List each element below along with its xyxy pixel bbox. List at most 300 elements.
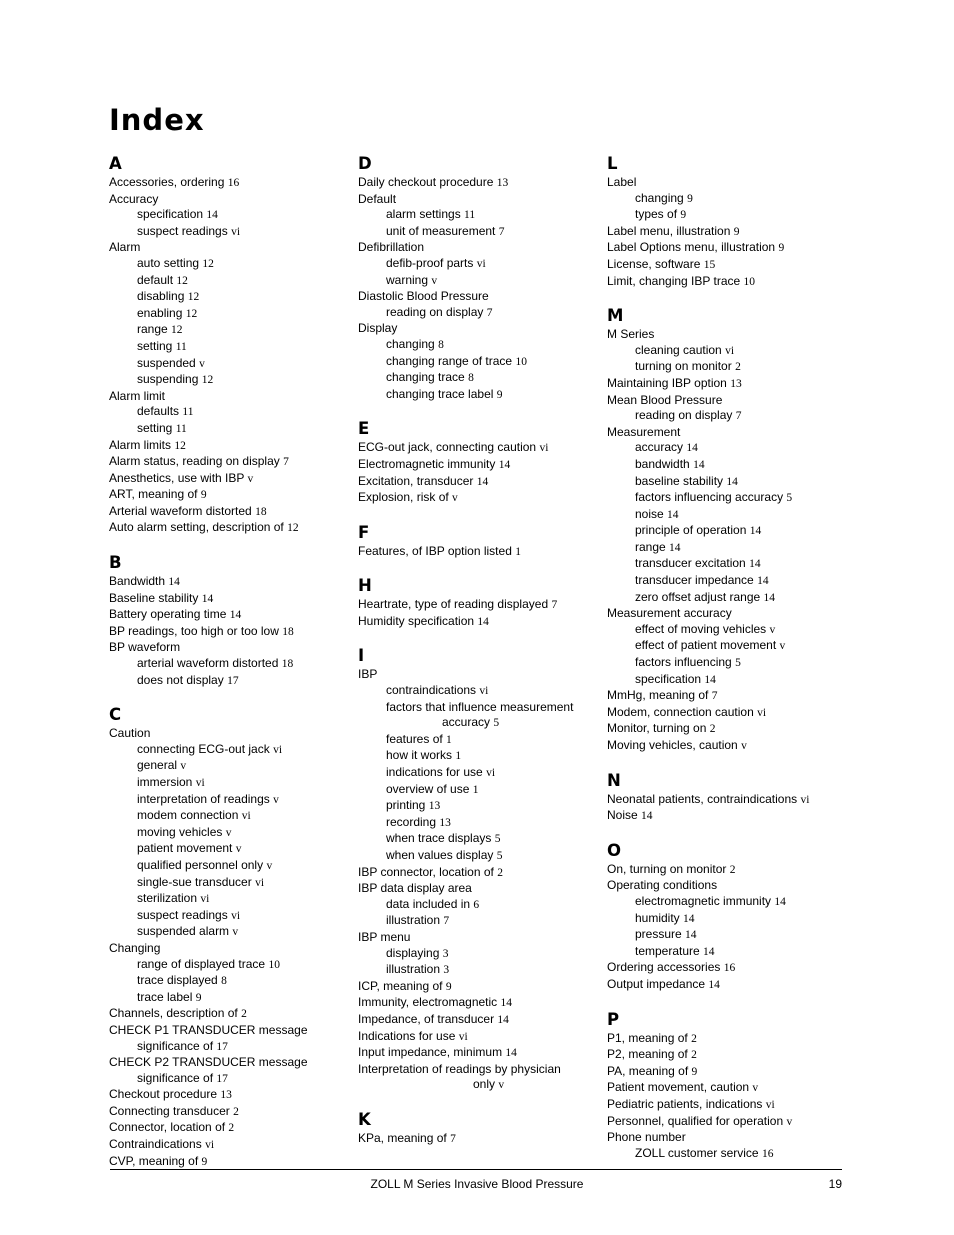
- index-entry: [607, 257, 847, 274]
- entry-page-ref: 14: [683, 912, 695, 925]
- entry-page-ref: v: [273, 793, 279, 806]
- entry-term: transducer impedance: [635, 573, 754, 588]
- index-entry: [607, 808, 847, 825]
- entry-page-ref: v: [235, 843, 242, 856]
- index-entry: [607, 878, 847, 894]
- index-entry: [358, 865, 598, 882]
- entry-term: warning: [386, 272, 429, 287]
- entry-term: Alarm limits: [109, 437, 171, 452]
- entry-term: Alarm limit: [109, 388, 165, 403]
- index-subentry: [358, 848, 598, 865]
- entry-page-ref: vi: [200, 893, 210, 906]
- index-subentry: [358, 798, 598, 815]
- entry-page-ref: 7: [551, 599, 558, 612]
- entry-term: range of displayed trace: [137, 956, 266, 971]
- entry-term: CHECK P2 TRANSDUCER message: [109, 1055, 308, 1070]
- entry-page-ref: 14: [201, 592, 214, 605]
- index-subentry: [358, 765, 598, 782]
- entry-term: Label Options menu, illustration: [607, 240, 776, 255]
- entry-term: Channels, description of: [109, 1006, 238, 1021]
- entry-page-ref: vi: [255, 876, 265, 889]
- index-entry: [109, 471, 349, 488]
- entry-page-ref: 14: [749, 525, 762, 538]
- entry-term: Excitation, transducer: [358, 473, 474, 488]
- entry-page-ref: vi: [757, 706, 767, 719]
- index-subentry: [607, 672, 847, 689]
- entry-term: PA, meaning of: [607, 1063, 689, 1078]
- entry-page-ref: 14: [505, 1047, 517, 1060]
- entry-term: zero offset adjust range: [635, 589, 761, 604]
- index-entry: [109, 1154, 349, 1171]
- index-entry: [358, 544, 598, 561]
- entry-page-ref: 9: [687, 192, 693, 205]
- entry-term: ZOLL customer service: [635, 1145, 759, 1160]
- entry-page-ref: vi: [241, 810, 251, 823]
- entry-term: Daily checkout procedure: [358, 175, 494, 189]
- entry-page-ref: 7: [443, 915, 450, 928]
- index-entry: [607, 1114, 847, 1131]
- entry-term: transducer excitation: [635, 556, 746, 571]
- section-letter: L: [607, 154, 618, 173]
- index-subentry: [109, 957, 349, 974]
- index-entry: [109, 438, 349, 455]
- index-subentry: [109, 289, 349, 306]
- index-subentry: [607, 622, 847, 639]
- entry-page-ref: 14: [206, 209, 218, 222]
- entry-page-ref: 7: [450, 1132, 456, 1145]
- entry-page-ref: 11: [175, 340, 187, 353]
- section-letter: D: [358, 154, 372, 173]
- index-subentry: [358, 897, 598, 914]
- entry-term: MmHg, meaning of: [607, 688, 709, 703]
- index-subentry: [358, 732, 598, 749]
- entry-page-ref: 9: [201, 1155, 208, 1168]
- entry-term: On, turning on monitor: [607, 861, 727, 876]
- index-entry: [109, 607, 349, 624]
- index-entry: [358, 930, 598, 946]
- entry-term: Limit, changing IBP trace: [607, 273, 741, 288]
- index-subentry: [109, 1039, 349, 1056]
- entry-page-ref: 17: [227, 674, 239, 687]
- entry-page-ref: 12: [174, 439, 186, 452]
- index-subentry: [358, 700, 598, 716]
- index-entry: [358, 995, 598, 1012]
- index-subentry: [109, 306, 349, 323]
- entry-term: BP waveform: [109, 640, 181, 655]
- entry-term: Operating conditions: [607, 878, 718, 893]
- entry-page-ref: 1: [472, 783, 479, 796]
- entry-page-ref: 11: [464, 209, 476, 222]
- entry-term: specification: [137, 207, 204, 222]
- index-subentry: [607, 507, 847, 524]
- entry-term: Patient movement, caution: [607, 1080, 750, 1095]
- index-entry: [109, 624, 349, 641]
- index-subentry: [109, 256, 349, 273]
- entry-term: reading on display: [635, 408, 733, 423]
- entry-term: setting: [137, 420, 173, 435]
- entry-page-ref: 12: [176, 274, 188, 287]
- index-entry: [358, 1062, 598, 1078]
- entry-page-ref: 14: [476, 475, 489, 488]
- entry-page-ref: v: [431, 274, 438, 287]
- section-letter: F: [358, 522, 370, 542]
- entry-page-ref: 7: [283, 456, 289, 469]
- entry-term: BP readings, too high or too low: [109, 623, 279, 638]
- entry-page-ref: 7: [498, 225, 505, 238]
- entry-term: Anesthetics, use with IBP: [109, 470, 245, 485]
- index-entry: [607, 721, 847, 738]
- entry-term: qualified personnel only: [137, 857, 264, 872]
- entry-term: Neonatal patients, contraindications: [607, 791, 798, 806]
- entry-term: unit of measurement: [386, 223, 496, 238]
- index-subentry: [109, 775, 349, 792]
- index-subentry: [109, 825, 349, 842]
- entry-page-ref: 16: [227, 177, 240, 189]
- entry-page-ref: 5: [496, 850, 503, 862]
- index-entry: [358, 1045, 598, 1062]
- entry-page-ref: 14: [686, 442, 698, 455]
- entry-page-ref: 2: [691, 1049, 697, 1062]
- index-subentry: [607, 556, 847, 573]
- entry-page-ref: 16: [761, 1147, 774, 1160]
- index-entry: [358, 1012, 598, 1029]
- index-entry: [607, 224, 847, 241]
- index-entry: [607, 977, 847, 994]
- entry-page-ref: 5: [494, 833, 501, 846]
- entry-term: auto setting: [137, 255, 200, 270]
- entry-page-ref: vi: [539, 442, 549, 455]
- index-entry: [607, 240, 847, 257]
- entry-term: Accessories, ordering: [109, 175, 225, 189]
- index-entry: [109, 175, 349, 192]
- entry-term: Changing: [109, 940, 161, 955]
- index-subentry: [109, 758, 349, 775]
- entry-term: License, software: [607, 256, 701, 271]
- entry-term: setting: [137, 338, 173, 353]
- index-entry: [358, 440, 598, 457]
- entry-term: range: [635, 539, 666, 554]
- entry-page-ref: 14: [774, 895, 786, 908]
- entry-page-ref: 9: [680, 209, 687, 222]
- entry-term: Bandwidth: [109, 574, 166, 589]
- entry-page-ref: 9: [200, 489, 207, 502]
- index-subentry: [358, 831, 598, 848]
- entry-page-ref: 12: [201, 374, 214, 387]
- section-letter: O: [607, 840, 622, 860]
- entry-page-ref: 18: [282, 625, 294, 638]
- index-subentry: [607, 944, 847, 961]
- section-letter: M: [607, 306, 624, 326]
- entry-term: Moving vehicles, caution: [607, 738, 738, 752]
- entry-term: Auto alarm setting, description of: [109, 520, 284, 535]
- index-subentry: [607, 1146, 847, 1163]
- index-entry: [358, 1029, 598, 1046]
- entry-term: modem connection: [137, 808, 239, 823]
- entry-term: turning on monitor: [635, 359, 732, 374]
- entry-term: types of: [635, 207, 678, 222]
- entry-page-ref: 13: [428, 800, 441, 813]
- entry-page-ref: v: [232, 926, 239, 939]
- entry-page-ref: 14: [477, 615, 489, 628]
- entry-term: Electromagnetic immunity: [358, 456, 496, 471]
- index-entry: [109, 1104, 349, 1121]
- index-subentry: [109, 990, 349, 1007]
- entry-term: P2, meaning of: [607, 1047, 688, 1062]
- index-subentry: [607, 440, 847, 457]
- footer-rule: [110, 1169, 842, 1170]
- entry-term: Phone number: [607, 1130, 686, 1145]
- index-entry: [358, 175, 598, 192]
- index-subentry: [109, 808, 349, 825]
- index-subentry: [109, 792, 349, 809]
- entry-page-ref: vi: [273, 743, 283, 756]
- index-subentry: [358, 305, 598, 322]
- index-subentry: [607, 207, 847, 224]
- entry-page-ref: v: [498, 1079, 505, 1092]
- entry-term: baseline stability: [635, 473, 724, 488]
- entry-page-ref: v: [786, 1115, 793, 1128]
- entry-page-ref: 12: [187, 291, 200, 304]
- index-subentry: [109, 841, 349, 858]
- section-letter: B: [109, 553, 122, 573]
- index-subentry: [358, 256, 598, 273]
- entry-page-ref: 5: [786, 492, 793, 505]
- entry-term: significance of: [137, 1070, 214, 1085]
- entry-term: temperature: [635, 943, 700, 958]
- index-subentry: [109, 421, 349, 438]
- entry-term: ECG-out jack, connecting caution: [358, 440, 537, 455]
- section-letter: I: [358, 646, 365, 666]
- entry-term: Personnel, qualified for operation: [607, 1113, 784, 1128]
- entry-page-ref: 18: [281, 658, 294, 671]
- entry-term: Output impedance: [607, 976, 706, 991]
- entry-term: Baseline stability: [109, 590, 199, 605]
- entry-term: Impedance, of transducer: [358, 1011, 495, 1026]
- index-entry: [109, 504, 349, 521]
- entry-term: effect of patient movement: [635, 638, 777, 653]
- index-subentry: [607, 894, 847, 911]
- index-subentry: [109, 322, 349, 339]
- entry-page-ref: 10: [515, 355, 527, 368]
- entry-term: illustration: [386, 913, 441, 928]
- entry-term: Contraindications: [109, 1137, 202, 1152]
- entry-term: contraindications: [386, 683, 477, 698]
- index-subentry: [607, 523, 847, 540]
- entry-term: enabling: [137, 305, 183, 320]
- index-subentry: [607, 191, 847, 208]
- entry-page-ref: 13: [730, 377, 742, 390]
- index-subentry: [109, 924, 349, 941]
- entry-page-ref: 13: [439, 816, 451, 829]
- entry-term: Humidity specification: [358, 613, 475, 628]
- index-subentry: [109, 273, 349, 290]
- entry-term: suspending: [137, 372, 199, 387]
- entry-term: data included in: [386, 896, 471, 911]
- index-entry: [358, 192, 598, 208]
- entry-term: IBP connector, location of: [358, 864, 494, 879]
- entry-term: connecting ECG-out jack: [137, 741, 270, 756]
- index-entry: [607, 393, 847, 409]
- entry-term: patient movement: [137, 841, 233, 856]
- entry-page-ref: v: [752, 1082, 759, 1095]
- index-subentry: [607, 911, 847, 928]
- section-letter: A: [109, 154, 122, 173]
- entry-page-ref: 2: [233, 1105, 239, 1118]
- entry-page-ref: 1: [446, 733, 452, 746]
- entry-page-ref: 9: [733, 225, 740, 238]
- entry-term: trace displayed: [137, 973, 218, 988]
- entry-term: changing: [386, 336, 435, 351]
- entry-page-ref: 14: [685, 929, 697, 942]
- entry-page-ref: 12: [287, 522, 299, 535]
- page-title: Index: [109, 103, 205, 137]
- entry-term: Label: [607, 175, 637, 189]
- index-entry: [109, 941, 349, 957]
- index-entry: [109, 454, 349, 471]
- entry-page-ref: 14: [693, 458, 705, 471]
- entry-term: when values display: [386, 848, 494, 862]
- index-entry: [109, 574, 349, 591]
- entry-term: moving vehicles: [137, 824, 223, 839]
- entry-page-ref: 9: [778, 242, 785, 255]
- entry-page-ref: 14: [726, 475, 738, 488]
- index-entry: [607, 425, 847, 441]
- index-subentry: [358, 946, 598, 963]
- entry-term: does not display: [137, 672, 224, 687]
- index-entry: [607, 1047, 847, 1064]
- entry-term: Connecting transducer: [109, 1103, 230, 1118]
- entry-page-ref: vi: [765, 1098, 775, 1111]
- entry-term: KPa, meaning of: [358, 1130, 447, 1145]
- index-subentry: [109, 875, 349, 892]
- index-entry: [358, 979, 598, 996]
- entry-page-ref: vi: [486, 767, 496, 780]
- entry-term: Indications for use: [358, 1028, 456, 1043]
- entry-page-ref: 14: [704, 673, 716, 686]
- entry-page-ref: vi: [458, 1030, 468, 1043]
- section-letter: K: [358, 1109, 371, 1129]
- entry-page-ref: 14: [757, 575, 769, 588]
- index-subentry: [358, 683, 598, 700]
- entry-term: Checkout procedure: [109, 1087, 218, 1102]
- entry-page-ref: 12: [202, 257, 214, 270]
- index-entry: [109, 591, 349, 608]
- index-entry: [607, 1080, 847, 1097]
- entry-term: disabling: [137, 289, 185, 304]
- entry-term: factors that influence measurement: [386, 699, 574, 714]
- entry-page-ref: 7: [711, 690, 718, 703]
- index-entry: [358, 321, 598, 337]
- index-entry: [109, 520, 349, 537]
- entry-term: immersion: [137, 775, 193, 789]
- entry-term: Features, of IBP option listed: [358, 543, 512, 558]
- entry-page-ref: 14: [497, 1013, 509, 1026]
- index-entry: [358, 490, 598, 507]
- entry-term: interpretation of readings: [137, 791, 270, 806]
- entry-term: Interpretation of readings by physician: [358, 1061, 561, 1076]
- entry-page-ref: 7: [735, 410, 742, 423]
- index-entry: [358, 667, 598, 683]
- entry-page-ref: vi: [231, 225, 241, 238]
- index-entry: [607, 274, 847, 291]
- index-entry: [109, 726, 349, 742]
- entry-term: principle of operation: [635, 523, 747, 538]
- index-subentry: [358, 354, 598, 371]
- entry-term: Label menu, illustration: [607, 223, 731, 238]
- index-subentry: [358, 207, 598, 224]
- entry-term: features of: [386, 731, 443, 746]
- entry-page-ref: 8: [438, 338, 444, 351]
- entry-page-ref: vi: [479, 685, 489, 698]
- entry-page-ref: vi: [195, 777, 205, 789]
- index-entry: [358, 881, 598, 897]
- entry-term: noise: [635, 506, 664, 521]
- index-entry: [358, 1131, 598, 1148]
- entry-page-ref: 14: [708, 978, 720, 991]
- index-subentry: [109, 858, 349, 875]
- entry-term: trace label: [137, 989, 193, 1004]
- entry-term: illustration: [386, 962, 441, 977]
- section-letter: P: [607, 1009, 620, 1029]
- entry-page-ref: 8: [221, 975, 227, 988]
- entry-page-ref: 9: [691, 1065, 698, 1078]
- index-subentry: [109, 908, 349, 925]
- entry-term: P1, meaning of: [607, 1030, 688, 1045]
- index-subentry: [109, 207, 349, 224]
- index-entry: [607, 705, 847, 722]
- index-entry: [358, 457, 598, 474]
- entry-page-ref: 12: [185, 307, 198, 320]
- index-entry: [607, 327, 847, 343]
- entry-term: Monitor, turning on: [607, 721, 707, 736]
- index-subentry: [607, 474, 847, 491]
- entry-page-ref: v: [225, 826, 232, 839]
- entry-term: general: [137, 758, 178, 773]
- entry-term: Diastolic Blood Pressure: [358, 289, 489, 304]
- entry-page-ref: v: [180, 760, 187, 773]
- index-subentry: [607, 490, 847, 507]
- entry-page-ref: 2: [709, 723, 716, 736]
- entry-term: suspect readings: [137, 223, 228, 238]
- entry-term: reading on display: [386, 304, 484, 319]
- entry-page-ref: 11: [182, 406, 194, 419]
- entry-term: ICP, meaning of: [358, 978, 443, 993]
- entry-page-ref: 1: [515, 545, 521, 558]
- entry-term: Alarm: [109, 240, 141, 255]
- index-entry: [109, 1137, 349, 1154]
- index-subentry: [607, 638, 847, 655]
- entry-page-ref: 11: [175, 422, 187, 435]
- index-subentry: [358, 387, 598, 404]
- entry-term: cleaning caution: [635, 342, 722, 357]
- index-entry: [607, 792, 847, 809]
- entry-term: bandwidth: [635, 456, 690, 471]
- entry-page-ref: 16: [723, 962, 736, 975]
- index-entry: [358, 289, 598, 305]
- entry-term: arterial waveform distorted: [137, 656, 279, 671]
- entry-page-ref: 14: [669, 541, 681, 554]
- index-entry: [109, 1120, 349, 1137]
- index-subentry: [358, 962, 598, 979]
- section-letter: E: [358, 419, 370, 439]
- entry-term: CHECK P1 TRANSDUCER message: [109, 1022, 308, 1037]
- entry-page-ref: v: [247, 472, 254, 485]
- index-entry: [607, 1031, 847, 1048]
- entry-page-ref: 7: [486, 306, 493, 319]
- section-letter: H: [358, 576, 372, 596]
- entry-term: humidity: [635, 910, 680, 925]
- index-subentry: [607, 359, 847, 376]
